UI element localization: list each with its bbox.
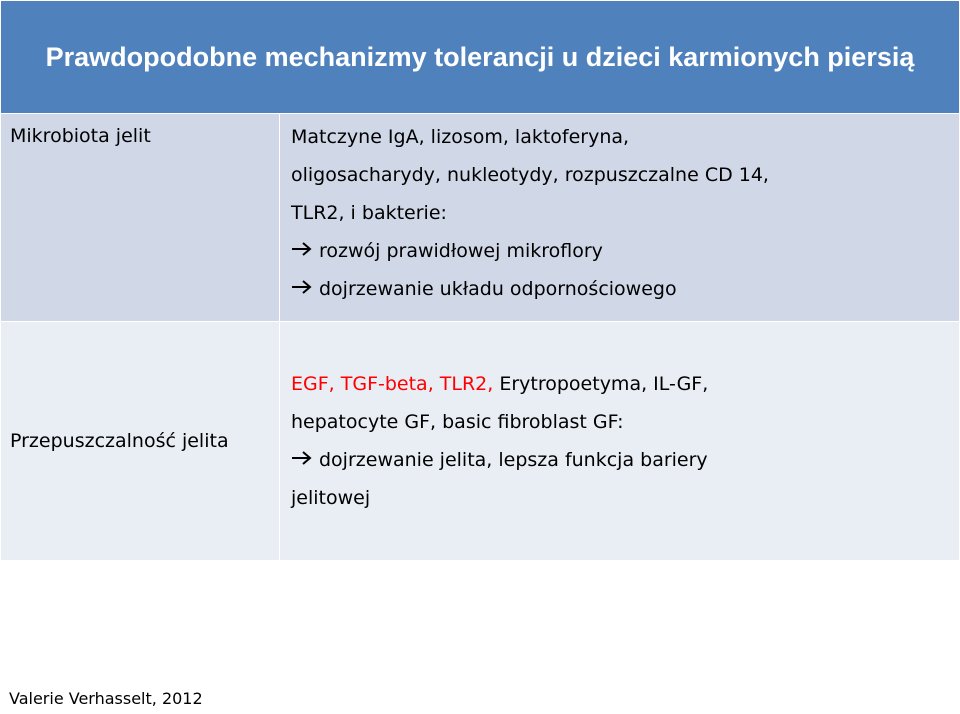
footer-citation: Valerie Verhasselt, 2012 — [9, 689, 203, 708]
content-line: hepatocyte GF, basic fibroblast GF: — [291, 411, 624, 433]
row-label-microbiota: Mikrobiota jelit — [1, 114, 280, 322]
content-line: Matczyne IgA, lizosom, laktoferyna, — [291, 126, 630, 148]
content-line: oligosacharydy, nukleotydy, rozpuszczalne CD 14, — [291, 164, 769, 186]
content-line: jelitowej — [291, 487, 371, 509]
effect-text: rozwój prawidłowej mikroflory — [319, 240, 603, 262]
row-content-permeability — [280, 322, 960, 561]
effect-line — [291, 441, 951, 479]
content-text: Erytropoetyma, IL-GF, — [493, 373, 709, 395]
effect-text: dojrzewanie układu odpornościowego — [319, 278, 677, 300]
accent-text: EGF, TGF-beta, TLR2, — [291, 373, 494, 395]
title-row — [1, 1, 960, 114]
table-row — [1, 114, 960, 322]
row-label-permeability: Przepuszczalność jelita — [1, 322, 280, 561]
right-arrow-icon — [291, 232, 319, 270]
effect-text: dojrzewanie jelita, lepsza funkcja bariery — [319, 449, 708, 471]
content-line: TLR2, i bakterie: — [291, 202, 447, 224]
effect-line — [291, 232, 951, 270]
table-row — [1, 322, 960, 561]
right-arrow-icon — [291, 441, 319, 479]
slide-title: Prawdopodobne mechanizmy tolerancji u dzieci karmionych piersią — [1, 1, 960, 114]
content-line — [291, 365, 951, 403]
row-content-microbiota — [280, 114, 960, 322]
effect-line — [291, 270, 951, 308]
right-arrow-icon — [291, 270, 319, 308]
